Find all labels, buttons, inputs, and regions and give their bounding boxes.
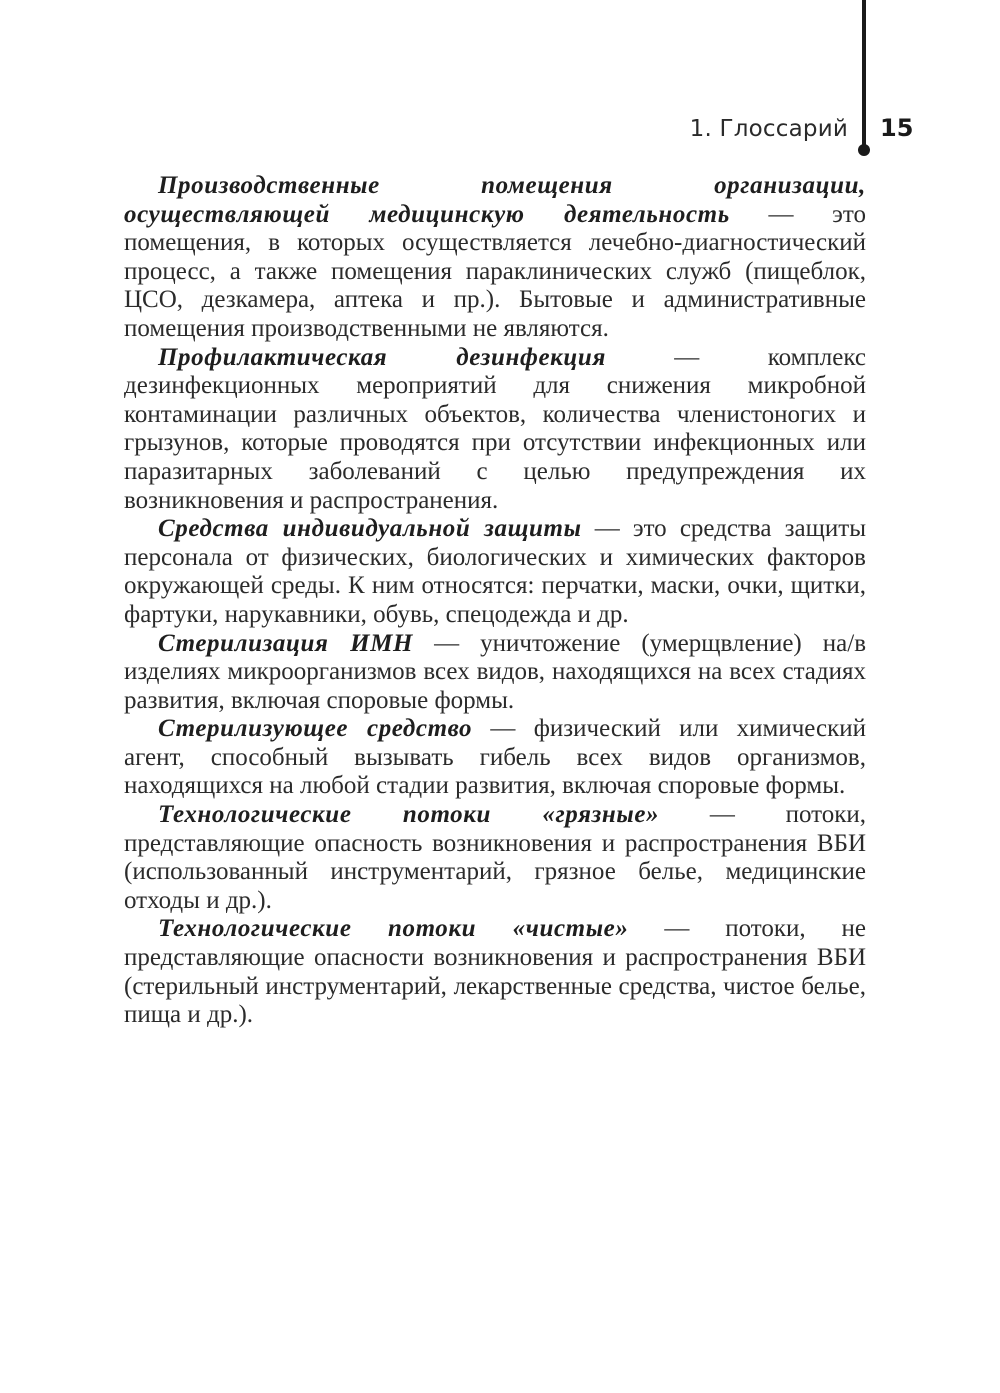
glossary-definition: — это средства защиты персонала от физических, биологических и химических факторов окружающей среды. К ним относятся: перчатки, маски, очки, щитки, фартуки, нарукавники, обувь, спецодежда и др. [124, 515, 866, 628]
glossary-term: Стерилизующее средство [158, 715, 473, 743]
glossary-term: Технологические потоки «чистые» [158, 915, 629, 943]
glossary-definition: — это помещения, в которых осуществляется лечебно-диагностический процесс, а также помещения параклинических служб (пищеблок, ЦСО, дезкамера, аптека и пр.). Бытовые и административные помещения производственными не являются. [124, 200, 866, 342]
glossary-definition: — физический или химический агент, способный вызывать гибель всех видов организмов, находящихся на любой стадии развития, включая споровые формы. [124, 715, 866, 800]
header-vertical-rule [862, 0, 866, 148]
glossary-entry [124, 801, 866, 915]
glossary-definition: — комплекс дезинфекционных мероприятий для снижения микробной контаминации различных объектов, количества членистоногих и грызунов, которые проводятся при отсутствии инфекционных или паразитарных заболеваний с целью предупреждения их возникновения и распространения. [124, 343, 866, 514]
glossary-entry [124, 515, 866, 629]
glossary-term: Производственные помещения организации, осуществляющей медицинскую деятельность [124, 172, 866, 228]
page-number: 15 [880, 114, 914, 142]
glossary-entry [124, 715, 866, 801]
glossary-definition: — уничтожение (умерщвление) на/в изделиях микроорганизмов всех видов, находящихся на всех стадиях развития, включая споровые формы. [124, 629, 867, 714]
glossary-definition: — потоки, представляющие опасность возникновения и распространения ВБИ (использованный инструментарий, грязное белье, медицинские отходы и др.). [124, 801, 867, 914]
glossary-entry [124, 630, 866, 716]
glossary-term: Средства индивидуальной защиты [158, 515, 582, 543]
running-head-section-title: 1. Глоссарий [689, 116, 848, 142]
glossary-entry [124, 915, 866, 1029]
glossary-term: Профилактическая дезинфекция [158, 343, 606, 371]
glossary-entry [124, 344, 866, 516]
glossary-term: Технологические потоки «грязные» [158, 801, 660, 829]
glossary-term: Стерилизация ИМН [158, 629, 414, 657]
glossary-entry [124, 172, 866, 344]
glossary-body [124, 172, 866, 1030]
header-rule-dot [858, 144, 870, 156]
glossary-definition: — потоки, не представляющие опасности возникновения и распространения ВБИ (стерильный инструментарий, лекарственные средства, чистое белье, пища и др.). [124, 915, 866, 1029]
